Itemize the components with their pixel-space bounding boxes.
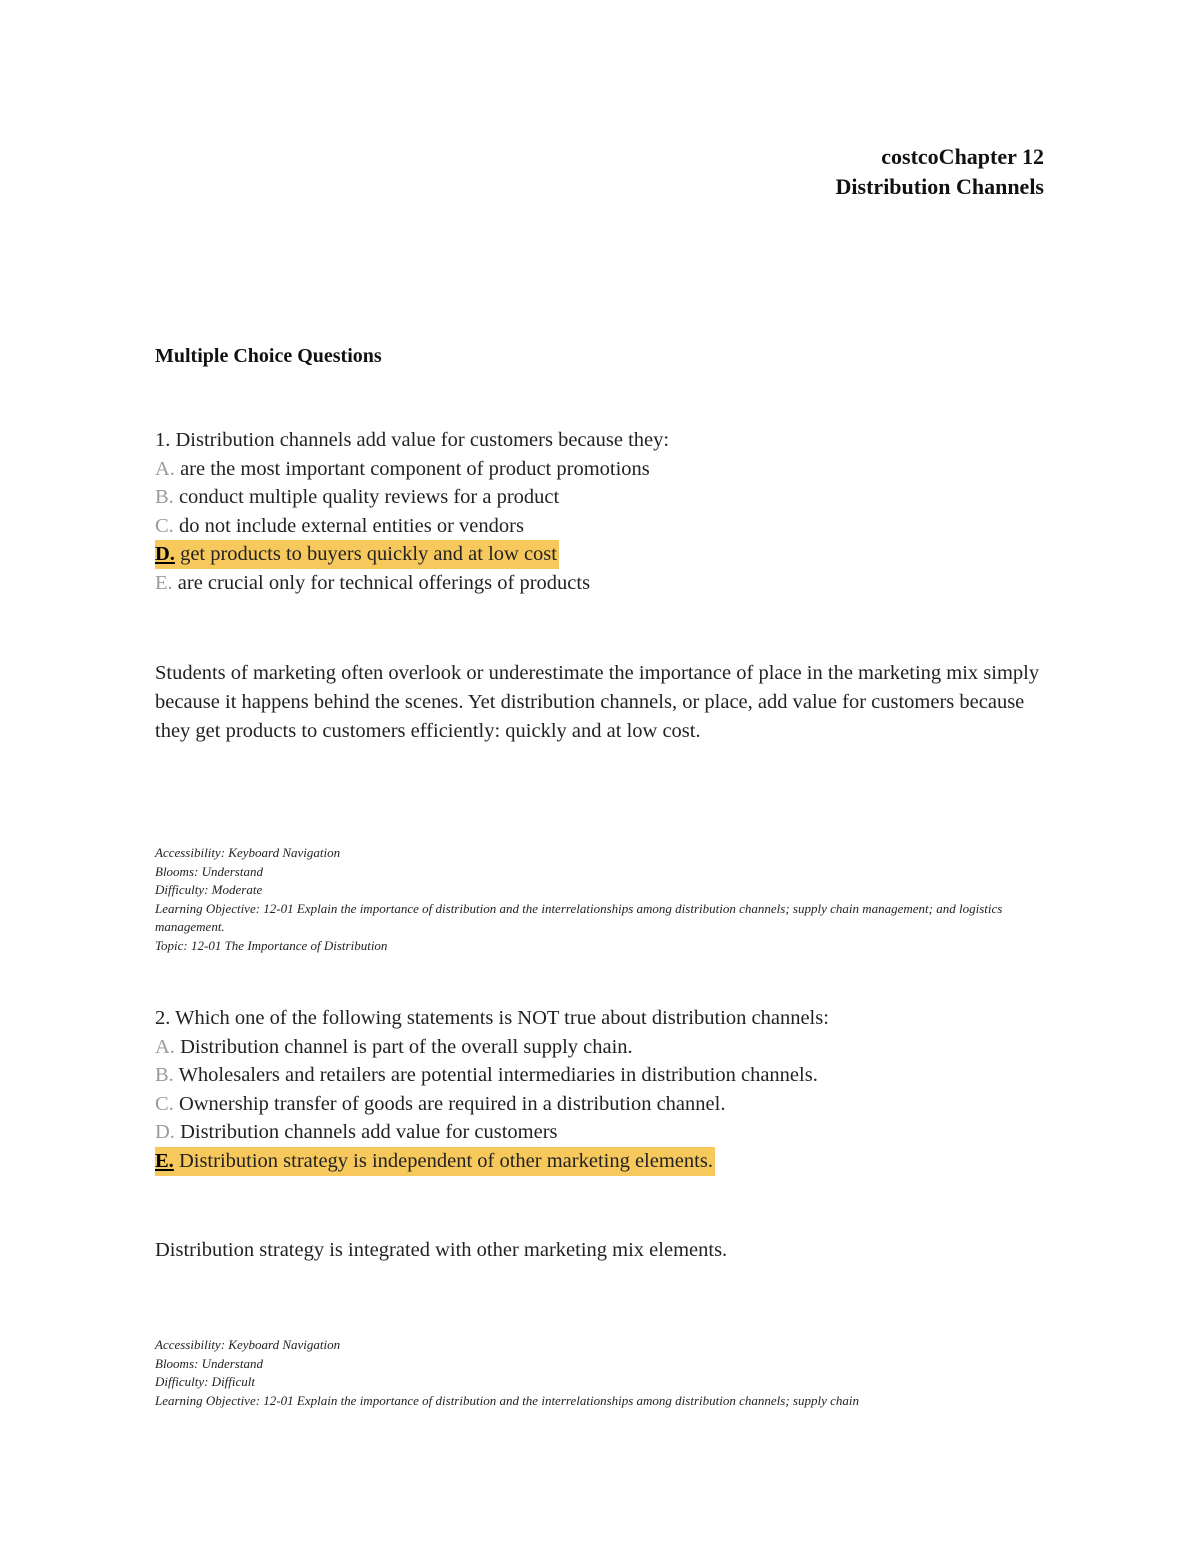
question-1 — [155, 426, 1055, 598]
option-text: get products to buyers quickly and at low cost — [174, 543, 557, 565]
answer-explanation: Students of marketing often overlook or underestimate the importance of place in the marketing mix simply because it happens behind the scenes. Yet distribution channels, or place, add value for customers because they get products to customers efficiently: quickly and at low cost. — [155, 662, 1040, 742]
option-letter: E. — [155, 1149, 174, 1172]
answer-option-d-correct — [155, 540, 1055, 569]
question-prompt: 2. Which one of the following statements is NOT true about distribution channels: — [155, 1007, 829, 1029]
question-metadata — [155, 1336, 1035, 1410]
answer-option-e — [155, 569, 1055, 598]
question-2 — [155, 1004, 1055, 1176]
correct-answer-highlight — [155, 540, 559, 569]
meta-difficulty: Difficulty: Moderate — [155, 882, 263, 897]
option-text: are the most important component of product promotions — [174, 457, 650, 480]
meta-topic: Topic: 12-01 The Importance of Distribution — [155, 937, 388, 953]
chapter-title: costcoChapter 12 — [881, 144, 1044, 169]
option-letter: C. — [155, 514, 174, 537]
answer-option-e-correct — [155, 1147, 1055, 1176]
option-text: Ownership transfer of goods are required in a distribution channel. — [173, 1092, 726, 1115]
meta-accessibility: Accessibility: Keyboard Navigation — [155, 1337, 341, 1352]
question-metadata — [155, 844, 1035, 955]
option-letter: D. — [155, 543, 175, 565]
correct-answer-highlight — [155, 1147, 715, 1176]
option-text: are crucial only for technical offerings of products — [172, 572, 591, 594]
answer-option-c — [155, 512, 1055, 541]
meta-blooms: Blooms: Understand — [155, 863, 263, 879]
meta-difficulty: Difficulty: Difficult — [155, 1374, 256, 1389]
answer-option-b — [155, 1061, 1055, 1090]
option-text: Distribution strategy is independent of other marketing elements. — [173, 1149, 713, 1172]
answer-option-a — [155, 1033, 1055, 1062]
option-text: Distribution channel is part of the overall supply chain. — [174, 1035, 633, 1058]
meta-accessibility: Accessibility: Keyboard Navigation — [155, 845, 341, 860]
section-title: Multiple Choice Questions — [155, 345, 382, 367]
meta-blooms: Blooms: Understand — [155, 1355, 263, 1371]
answer-explanation: Distribution strategy is integrated with other marketing mix elements. — [155, 1239, 728, 1261]
option-text: Distribution channels add value for customers — [174, 1121, 558, 1143]
question-prompt: 1. Distribution channels add value for customers because they: — [155, 429, 670, 451]
option-letter: E. — [155, 572, 173, 594]
option-text: conduct multiple quality reviews for a product — [173, 486, 560, 508]
option-letter: B. — [155, 1064, 174, 1086]
option-letter: A. — [155, 457, 175, 480]
option-text: do not include external entities or vendors — [173, 514, 524, 537]
option-letter: A. — [155, 1035, 175, 1058]
answer-option-d — [155, 1118, 1055, 1147]
answer-option-b — [155, 483, 1055, 512]
chapter-subtitle: Distribution Channels — [835, 174, 1044, 199]
answer-option-a — [155, 455, 1055, 484]
meta-learning-objective: Learning Objective: 12-01 Explain the importance of distribution and the interrelationships among distribution channels; supply chain — [155, 1392, 859, 1408]
option-letter: B. — [155, 486, 174, 508]
chapter-header — [836, 142, 1044, 202]
answer-option-c — [155, 1090, 1055, 1119]
option-text: Wholesalers and retailers are potential intermediaries in distribution channels. — [173, 1064, 818, 1086]
option-letter: D. — [155, 1121, 175, 1143]
meta-learning-objective: Learning Objective: 12-01 Explain the importance of distribution and the interrelationships among distribution channels; supply chain management; and logistics management. — [155, 900, 1003, 934]
option-letter: C. — [155, 1092, 174, 1115]
